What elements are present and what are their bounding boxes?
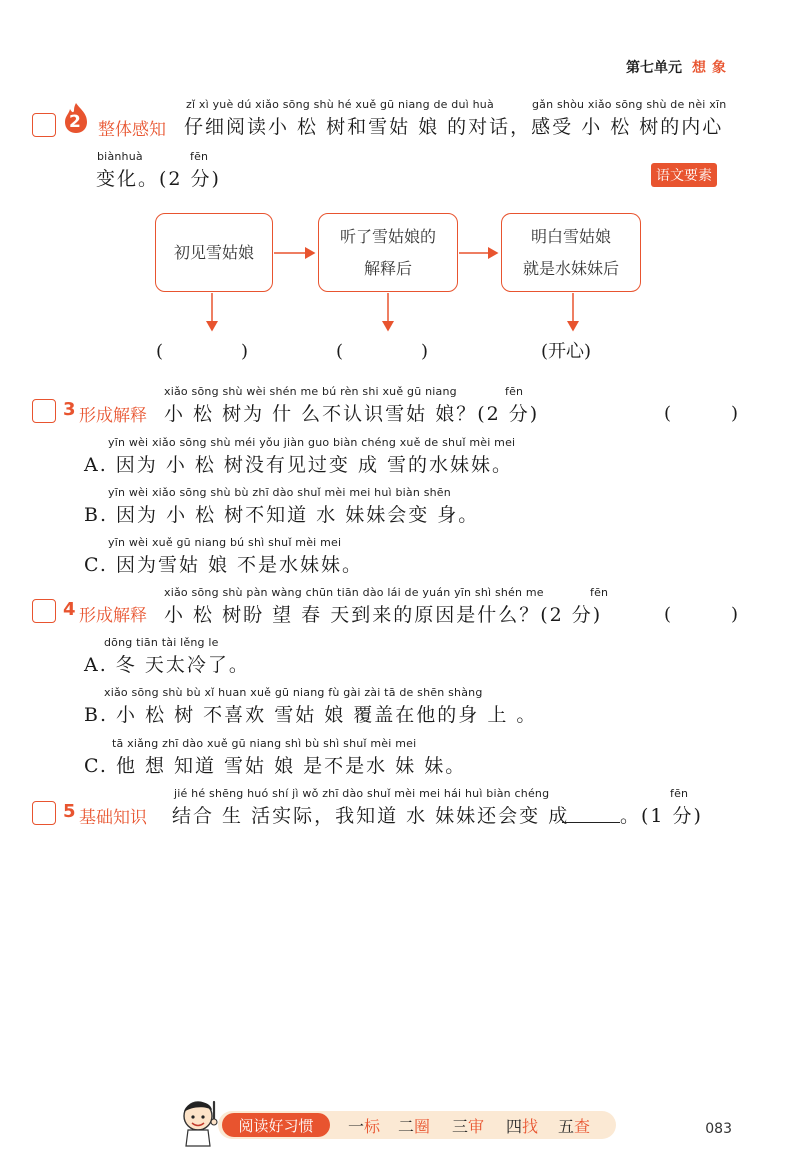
flow-answer-1[interactable]: ( ) [156,341,255,362]
q3-pinyin-a: xiǎo sōng shù wèi shén me bú rèn shi xuě gū niang [164,385,457,398]
page-number: 083 [705,1121,732,1137]
unit-title: 第七单元 [626,60,682,76]
q2-pinyin-2b: fēn [190,150,209,163]
reading-habit-label: 阅读好习惯 [222,1113,330,1137]
q4-pinyin-a: xiǎo sōng shù pàn wàng chūn tiān dào lái de yuán yīn shì shén me [164,586,544,599]
q4-option-a-pinyin: dōng tiān tài lěng le [104,636,219,649]
q3-checkbox[interactable] [32,399,56,423]
literacy-tag: 语文要素 [651,163,717,187]
q4-pinyin-b: fēn [590,586,609,599]
q3-option-b[interactable]: B. 因为 小 松 树不知道 水 妹妹会变 身。 [84,504,480,526]
q5-number: 5 [63,801,76,822]
q3-option-c-pinyin: yīn wèi xuě gū niang bú shì shuǐ mèi mei [108,536,342,549]
q5-type: 基础知识 [79,808,147,828]
q2-text-line2: 变化。(2 分) [96,168,221,190]
q3-pinyin-b: fēn [505,385,524,398]
q2-pinyin-1a: zǐ xì yuè dú xiǎo sōng shù hé xuě gū niang de duì huà [186,98,494,111]
q5-question-b: 。(1 分) [620,805,703,827]
flow-box-3-label: 明白雪姑娘 就是水妹妹后 [522,226,619,278]
q5-checkbox[interactable] [32,801,56,825]
habit-4-num: 四 [506,1117,523,1136]
q4-option-b[interactable]: B. 小 松 树 不喜欢 雪姑 娘 覆盖在他的身 上 。 [84,704,538,726]
q4-checkbox[interactable] [32,599,56,623]
q2-pinyin-1b: gǎn shòu xiǎo sōng shù de nèi xīn [532,98,727,111]
q3-type: 形成解释 [79,406,147,426]
q3-question: 小 松 树为 什 么不认识雪姑 娘？(2 分) [164,403,540,425]
unit-theme: 想象 [692,60,732,76]
q5-question-a: 结合 生 活实际，我知道 水 妹妹还会变 成 [172,805,570,827]
q3-answer-paren[interactable]: ( ) [664,403,747,424]
q3-option-a-pinyin: yīn wèi xiǎo sōng shù méi yǒu jiàn guo biàn chéng xuě de shuǐ mèi mei [108,436,516,449]
flow-box-1-label: 初见雪姑娘 [173,242,254,262]
q4-option-c[interactable]: C. 他 想 知道 雪姑 娘 是不是水 妹 妹。 [84,755,467,777]
habit-1-word: 标 [364,1117,381,1136]
q3-option-a[interactable]: A. 因为 小 松 树没有见过变 成 雪的水妹妹。 [84,454,513,476]
flow-answer-2[interactable]: ( ) [336,341,435,362]
q4-number: 4 [63,599,76,620]
q2-text-line1: 仔细阅读小 松 树和雪姑 娘 的对话，感受 小 松 树的内心 [184,116,724,138]
flow-box-2-label: 听了雪姑娘的 解释后 [339,226,436,278]
q2-number: 2 [69,112,81,132]
q3-option-c[interactable]: C. 因为雪姑 娘 不是水妹妹。 [84,554,364,576]
q2-pinyin-2a: biànhuà [97,150,143,163]
habit-4 [506,1114,538,1137]
q3-option-b-pinyin: yīn wèi xiǎo sōng shù bù zhī dào shuǐ mèi mei huì biàn shēn [108,486,451,499]
q4-option-b-pinyin: xiǎo sōng shù bù xǐ huan xuě gū niang fù gài zài tā de shēn shàng [104,686,483,699]
habit-2 [398,1114,430,1137]
habit-3-word: 审 [468,1117,485,1136]
q2-type: 整体感知 [98,120,166,140]
q5-answer-blank[interactable] [562,822,620,823]
q4-answer-paren[interactable]: ( ) [664,604,747,625]
q4-option-c-pinyin: tā xiǎng zhī dào xuě gū niang shì bù shì shuǐ mèi mei [112,737,417,750]
q4-type: 形成解释 [79,606,147,626]
habit-1-num: 一 [348,1117,365,1136]
q4-question: 小 松 树盼 望 春 天到来的原因是什么？(2 分) [164,604,603,626]
q5-pinyin-b: fēn [670,787,689,800]
habit-3-num: 三 [452,1117,469,1136]
habit-4-word: 找 [522,1117,539,1136]
habit-3 [452,1114,484,1137]
boy-mascot-icon [176,1094,226,1148]
q5-pinyin-a: jié hé shēng huó shí jì wǒ zhī dào shuǐ mèi mei hái huì biàn chéng [174,787,550,800]
habit-2-word: 圈 [414,1117,431,1136]
flow-answer-3[interactable]: (开心) [541,341,592,362]
q4-option-a[interactable]: A. 冬 天太冷了。 [84,654,250,676]
habit-5-num: 五 [558,1117,575,1136]
q3-number: 3 [63,399,76,420]
habit-5 [558,1114,590,1137]
habit-1 [348,1114,380,1137]
habit-2-num: 二 [398,1117,415,1136]
habit-5-word: 查 [574,1117,591,1136]
